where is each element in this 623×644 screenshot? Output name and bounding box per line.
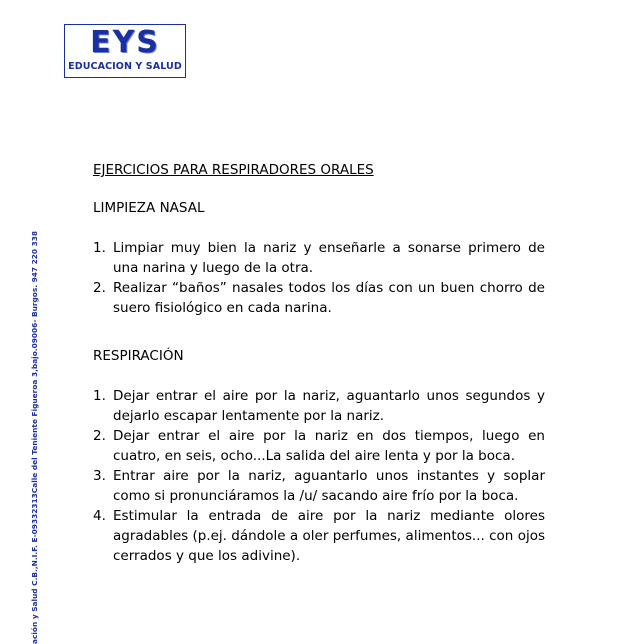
list-item: [93, 386, 545, 426]
section-heading-respiracion: RESPIRACIÓN: [93, 348, 184, 364]
logo-subtitle: EDUCACION Y SALUD: [68, 61, 182, 72]
list-limpieza: [93, 238, 545, 318]
list-number: 3.: [93, 468, 106, 484]
document-body: [93, 160, 545, 594]
logo: [64, 24, 186, 78]
list-text: Dejar entrar el aire por la nariz en dos tiempos, luego en cuatro, en seis, ocho...La salida del aire lenta y por la boca.: [113, 428, 545, 464]
list-number: 2.: [93, 428, 106, 444]
list-number: 1.: [93, 388, 106, 404]
list-number: 2.: [93, 280, 106, 296]
list-item: [93, 238, 545, 278]
list-text: Limpiar muy bien la nariz y enseñarle a sonarse primero de una narina y luego de la otra.: [113, 240, 545, 276]
list-text: Entrar aire por la nariz, aguantarlo unos instantes y soplar como si pronunciáramos la /u/ sacando aire frío por la boca.: [113, 468, 545, 504]
list-number: 4.: [93, 508, 106, 524]
sidebar-address: ación y Salud C.B.,N.I.F. E-09332313Calle del Teniente Figueroa 3,bajo.09006- Burgos. 947 220 338: [30, 230, 39, 644]
list-item: [93, 466, 545, 506]
list-item: [93, 426, 545, 466]
list-text: Estimular la entrada de aire por la nariz mediante olores agradables (p.ej. dándole a oler perfumes, alimentos... con ojos cerrados y que los adivine).: [113, 508, 545, 564]
logo-mark: EYS: [90, 25, 160, 60]
section-heading-limpieza: LIMPIEZA NASAL: [93, 200, 205, 216]
list-item: [93, 278, 545, 318]
list-number: 1.: [93, 240, 106, 256]
list-text: Dejar entrar el aire por la nariz, aguantarlo unos segundos y dejarlo escapar lentamente por la nariz.: [113, 388, 545, 424]
list-item: [93, 506, 545, 566]
document-title: EJERCICIOS PARA RESPIRADORES ORALES: [93, 162, 374, 178]
list-respiracion: [93, 386, 545, 566]
list-text: Realizar “baños” nasales todos los días con un buen chorro de suero fisiológico en cada narina.: [113, 280, 545, 316]
